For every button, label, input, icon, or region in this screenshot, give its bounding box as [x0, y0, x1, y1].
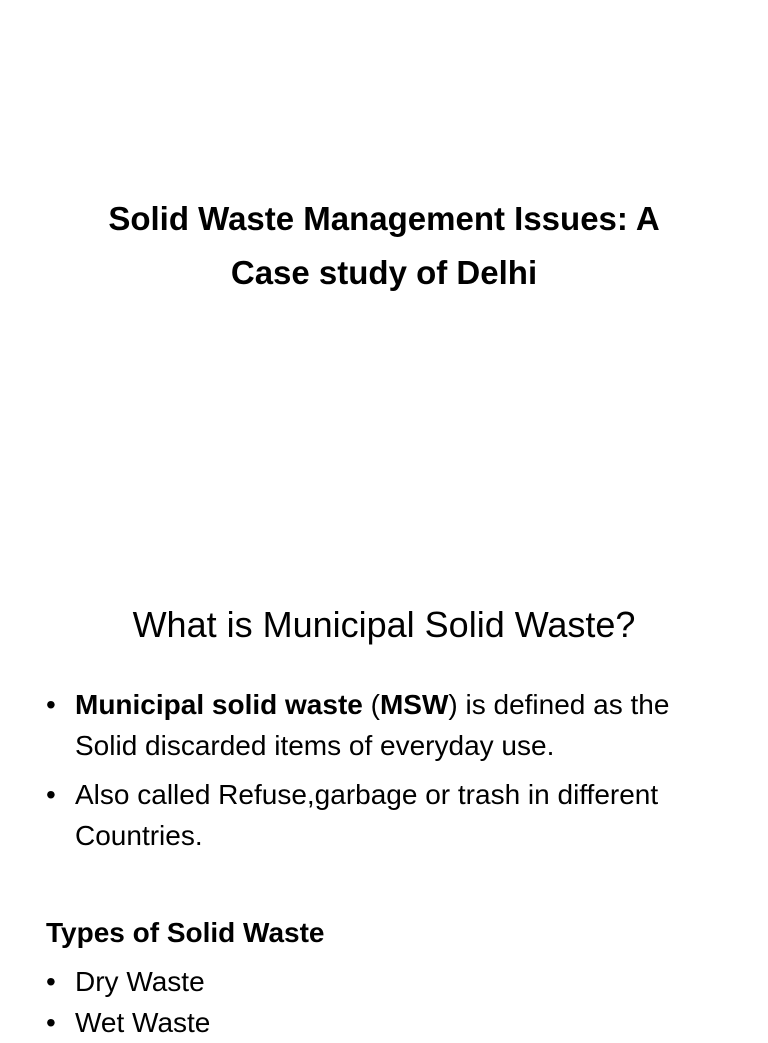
- types-list: [46, 961, 736, 1043]
- paren-open: (: [362, 689, 380, 720]
- bullet-marker: •: [46, 689, 56, 720]
- bullet-marker: •: [46, 966, 56, 997]
- types-item-label: Dry Waste: [75, 966, 205, 997]
- definition-text: ) is defined as the Solid discarded items of everyday use.: [75, 689, 670, 761]
- bullet-item-definition: [46, 684, 736, 766]
- slide-title: [40, 192, 728, 300]
- slide-title-line-1: Solid Waste Management Issues: A: [108, 200, 660, 237]
- bullet-marker: •: [46, 779, 56, 810]
- term-msw: MSW: [379, 689, 449, 720]
- definition-bullet-list: [46, 684, 736, 864]
- bullet-item-also-called: [46, 774, 736, 856]
- term-municipal-solid-waste: Municipal solid waste: [75, 689, 363, 720]
- types-item-label: Wet Waste: [75, 1007, 211, 1038]
- bullet-text: Also called Refuse,garbage or trash in different Countries.: [75, 779, 659, 851]
- types-heading: Types of Solid Waste: [46, 917, 325, 948]
- types-item-dry-waste: [46, 961, 736, 1002]
- bullet-marker: •: [46, 1007, 56, 1038]
- section-heading: What is Municipal Solid Waste?: [132, 604, 636, 645]
- slide-title-line-2: Case study of Delhi: [230, 254, 538, 291]
- types-item-wet-waste: [46, 1002, 736, 1043]
